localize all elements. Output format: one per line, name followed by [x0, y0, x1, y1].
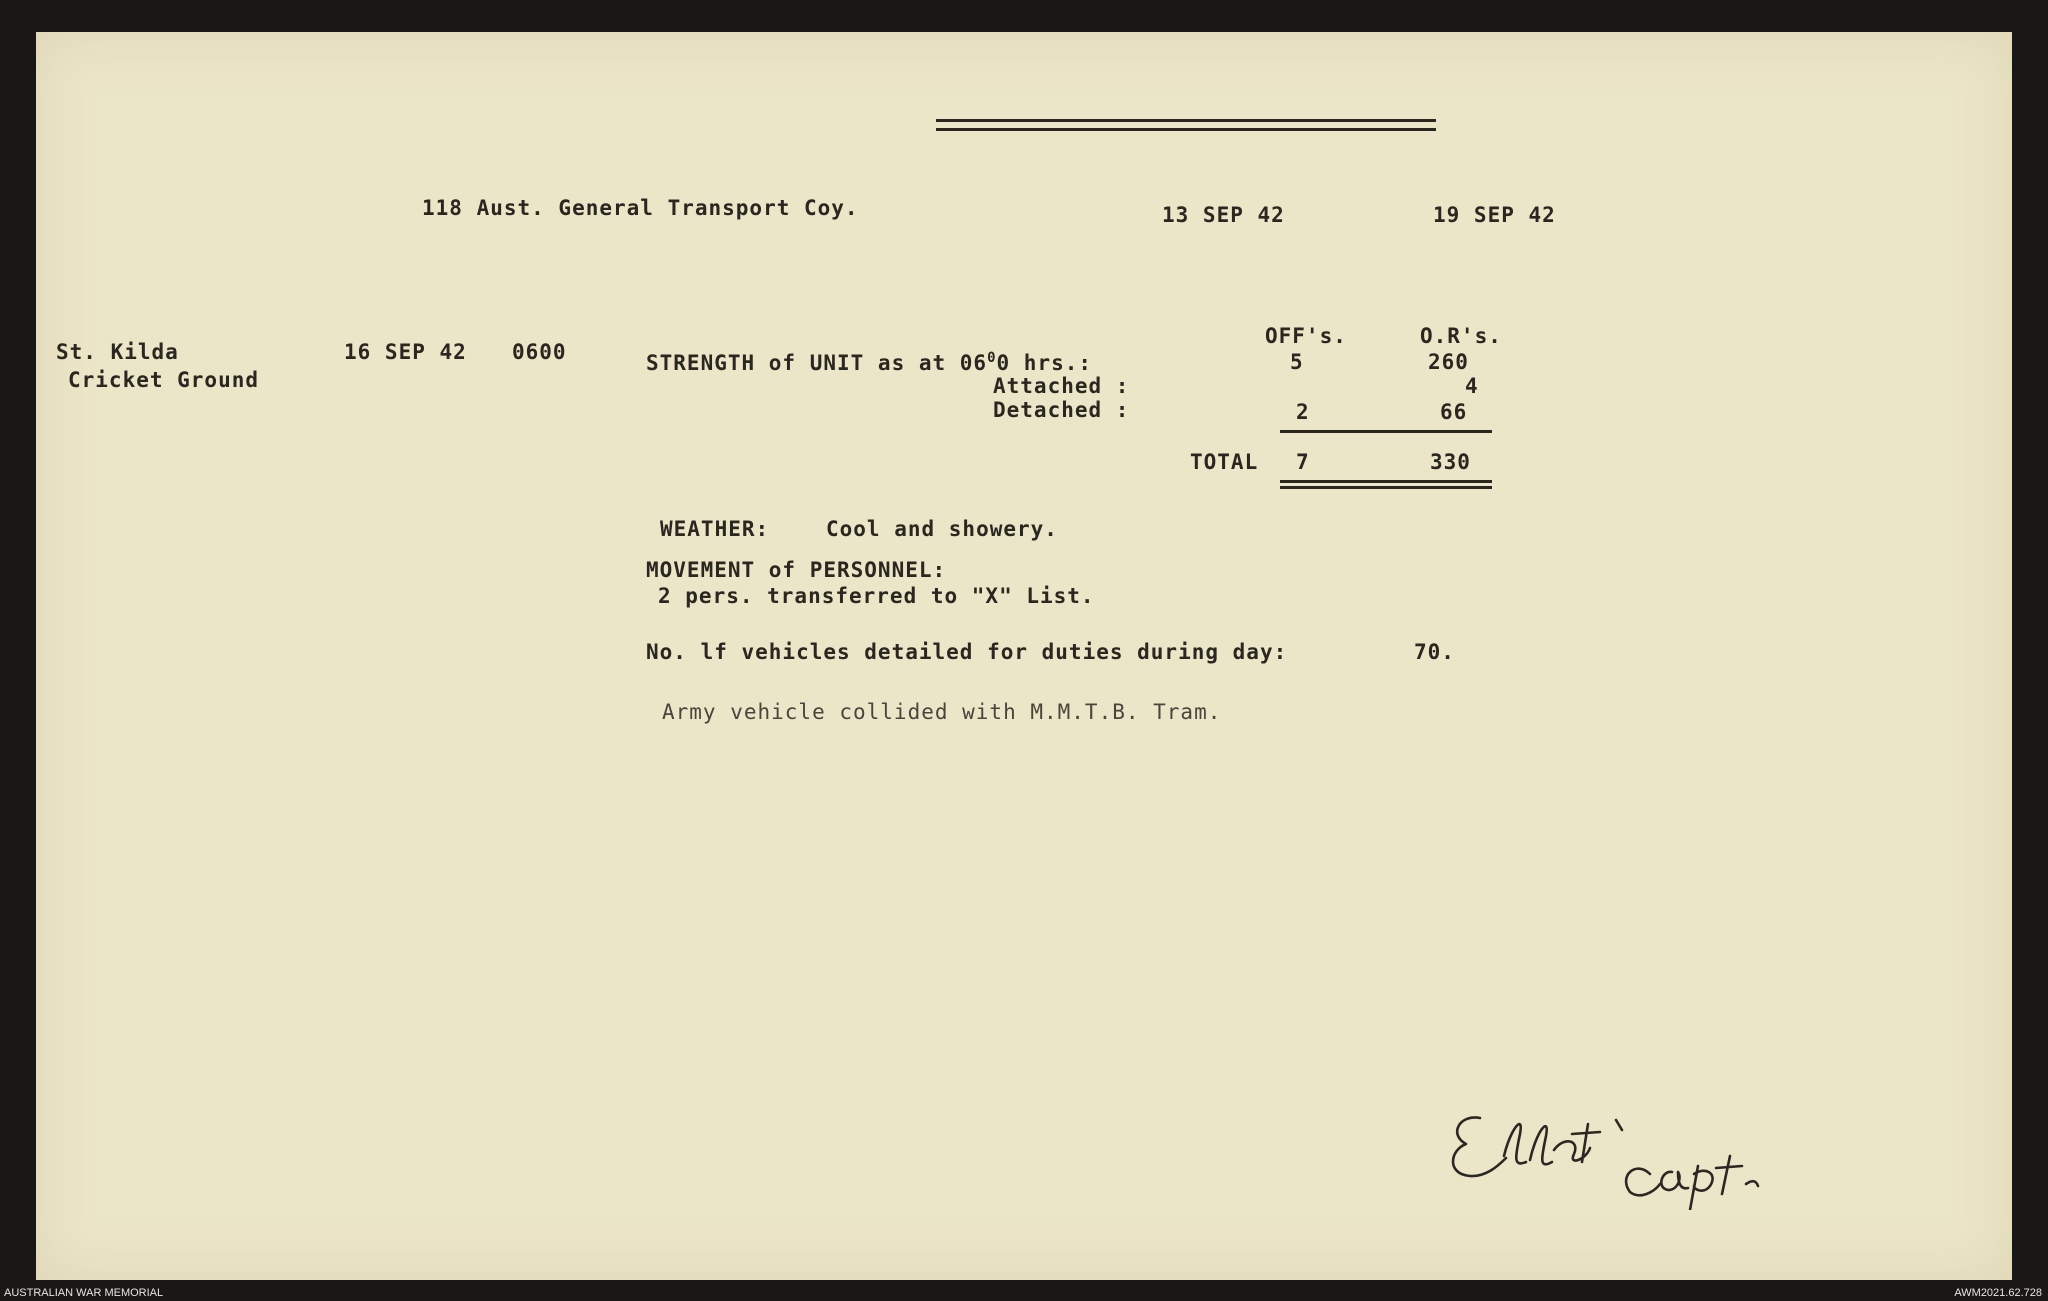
attached-ors: 4 [1465, 374, 1479, 398]
strength-superscript: 0 [987, 350, 997, 366]
strength-label [646, 350, 1092, 375]
strength-prefix: STRENGTH of UNIT as at 06 [646, 351, 988, 375]
detached-ors: 66 [1440, 400, 1468, 424]
footer-left-label: AUSTRALIAN WAR MEMORIAL [4, 1287, 164, 1299]
strength-suffix: 0 hrs.: [996, 351, 1093, 375]
entry-date: 16 SEP 42 [344, 340, 467, 364]
top-double-rule-upper [936, 119, 1436, 122]
vehicles-value: 70. [1414, 640, 1455, 664]
attached-label: Attached : [993, 374, 1130, 398]
movement-label: MOVEMENT of PERSONNEL: [646, 558, 947, 582]
total-double-rule-upper [1280, 480, 1492, 483]
strength-offs: 5 [1290, 350, 1304, 374]
handwritten-signature [1440, 1100, 1840, 1210]
place-line-2: Cricket Ground [68, 368, 260, 392]
incident-text: Army vehicle collided with M.M.T.B. Tram. [662, 700, 1222, 724]
total-offs: 7 [1296, 450, 1310, 474]
column-header-ors: O.R's. [1420, 324, 1502, 348]
vehicles-text: No. lf vehicles detailed for duties during day: [646, 640, 1288, 664]
entry-time: 0600 [512, 340, 567, 364]
unit-name: 118 Aust. General Transport Coy. [422, 196, 859, 220]
footer-right-label: AWM2021.62.728 [1954, 1287, 2042, 1299]
strength-ors: 260 [1428, 350, 1469, 374]
total-double-rule-lower [1280, 486, 1492, 489]
total-ors: 330 [1430, 450, 1471, 474]
top-double-rule-lower [936, 128, 1436, 131]
period-to: 19 SEP 42 [1433, 203, 1556, 227]
place-line-1: St. Kilda [56, 340, 179, 364]
subtotal-rule [1280, 430, 1492, 433]
weather-value: Cool and showery. [826, 517, 1058, 541]
total-label: TOTAL [1190, 450, 1259, 474]
column-header-offs: OFF's. [1265, 324, 1347, 348]
movement-value: 2 pers. transferred to "X" List. [658, 584, 1095, 608]
detached-label: Detached : [993, 398, 1130, 422]
detached-offs: 2 [1296, 400, 1310, 424]
period-from: 13 SEP 42 [1162, 203, 1285, 227]
weather-label: WEATHER: [660, 517, 770, 541]
